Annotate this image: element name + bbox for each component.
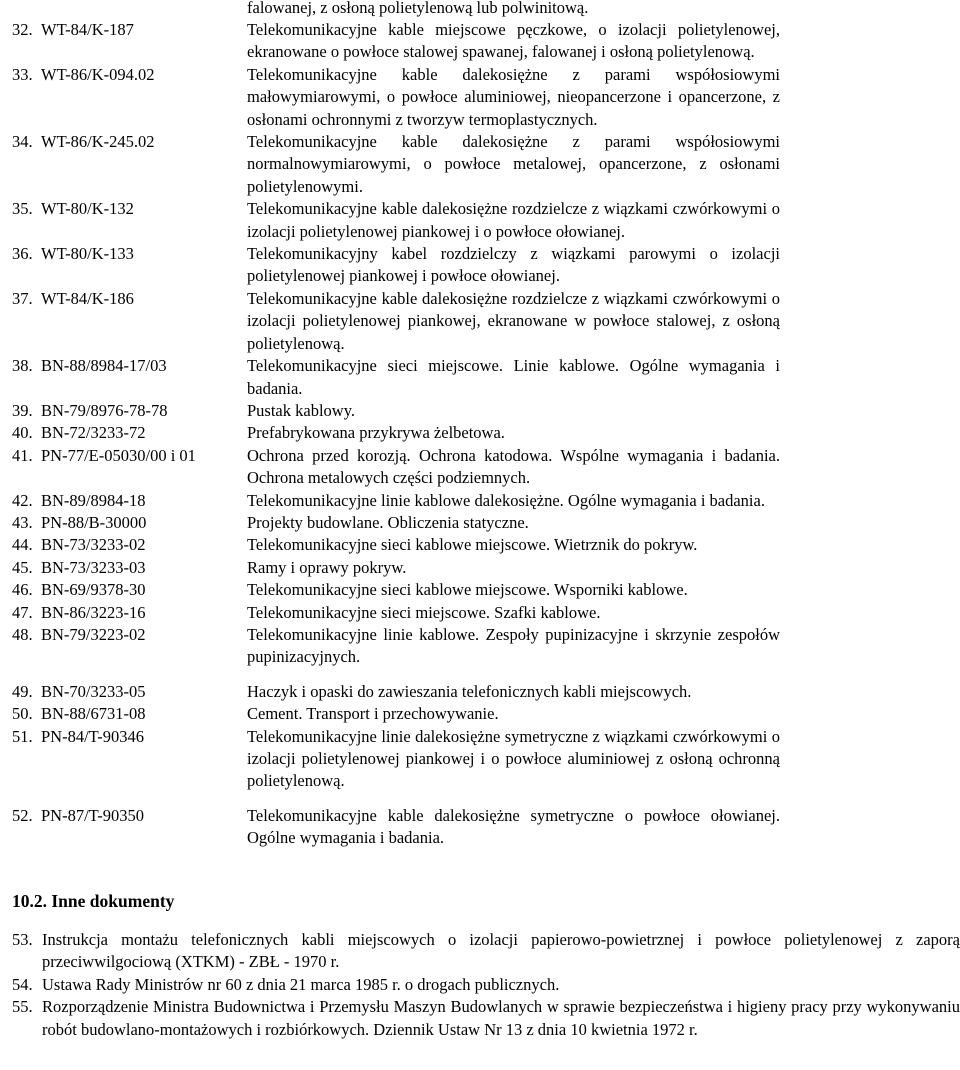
norm-code: WT-80/K-133 (41, 244, 134, 264)
norm-description: Ramy i oprawy pokryw. (247, 557, 407, 577)
norm-number: 43. (12, 512, 33, 532)
norm-number: 50. (12, 704, 33, 724)
norm-description: Cement. Transport i przechowywanie. (247, 704, 499, 724)
norm-item (12, 624, 782, 669)
norm-item (12, 288, 782, 355)
norm-number: 45. (12, 557, 33, 577)
norm-number: 42. (12, 490, 33, 510)
norm-description: Telekomunikacyjne linie kablowe dalekosiężne. Ogólne wymagania i badania. (247, 490, 765, 510)
norm-code: BN-72/3233-72 (41, 423, 146, 443)
norm-number: 38. (12, 356, 33, 376)
norm-description: Telekomunikacyjny kabel rozdzielczy z wiązkami parowymi o izolacji polietylenowej piankowej i powłoce ołowianej. (247, 244, 780, 286)
norm-code: PN-87/T-90350 (41, 805, 144, 825)
norm-description: Telekomunikacyjne linie dalekosiężne symetryczne z wiązkami czwórkowymi o izolacji polietylenowej piankowej i o powłoce aluminiowej z osłoną ochronną polietylenową. (247, 726, 780, 791)
document-item (12, 929, 960, 974)
norm-item (12, 131, 782, 198)
document-text: Rozporządzenie Ministra Budownictwa i Przemysłu Maszyn Budowlanych w sprawie bezpieczeństwa i higieny pracy przy wykonywaniu robót budowlano-montażowych i rozbiórkowych. Dziennik Ustaw Nr 13 z dnia 10 kwietnia 1972 r. (42, 997, 960, 1039)
norm-item (12, 805, 782, 850)
norm-item (12, 422, 782, 444)
norm-code: BN-86/3223-16 (41, 602, 146, 622)
norm-item (12, 355, 782, 400)
norm-code: BN-70/3233-05 (41, 681, 146, 701)
norm-description: Projekty budowlane. Obliczenia statyczne. (247, 512, 529, 532)
norm-number: 34. (12, 132, 33, 152)
norm-item (12, 19, 782, 64)
norm-code: BN-88/8984-17/03 (41, 356, 167, 376)
norm-description: Telekomunikacyjne kable dalekosiężne z parami współosiowymi normalnowymiarowymi, o powłoce metalowej, opancerzone, z osłonami polietylenowymi. (247, 132, 780, 196)
norm-description: Telekomunikacyjne linie kablowe. Zespoły pupinizacyjne i skrzynie zespołów pupinizacyjnych. (247, 624, 780, 667)
norm-description: Telekomunikacyjne kable dalekosiężne symetryczne o powłoce ołowianej. Ogólne wymagania i badania. (247, 805, 780, 848)
norm-description: Telekomunikacyjne kable dalekosiężne rozdzielcze z wiązkami czwórkowymi o izolacji polietylenowej piankowej i o powłoce ołowianej. (247, 199, 780, 241)
norm-description: Telekomunikacyjne sieci kablowe miejscowe. Wsporniki kablowe. (247, 580, 688, 600)
norm-item (12, 512, 782, 534)
norm-code: BN-89/8984-18 (41, 490, 146, 510)
document-text: Instrukcja montażu telefonicznych kabli miejscowych o izolacji papierowo-powietrznej i powłoce polietylenowej z zaporą przeciwwilgociową (XTKM) - ZBŁ - 1970 r. (42, 930, 960, 972)
norm-code: PN-88/B-30000 (41, 512, 147, 532)
norm-code: BN-79/3223-02 (41, 624, 146, 644)
norm-description: Telekomunikacyjne kable dalekosiężne z parami współosiowymi małowymiarowymi, o powłoce aluminiowej, nieopancerzone i opancerzone, z osłonami ochronnymi z tworzyw termoplastycznych. (247, 64, 780, 129)
norm-number: 44. (12, 535, 33, 555)
norm-item (12, 534, 782, 556)
norm-item (12, 400, 782, 422)
norm-code: BN-88/6731-08 (41, 704, 146, 724)
norm-description: Haczyk i opaski do zawieszania telefonicznych kabli miejscowych. (247, 681, 692, 701)
document-number: 54. (12, 974, 33, 994)
norm-number: 41. (12, 445, 33, 465)
norm-number: 48. (12, 624, 33, 644)
documents-list (12, 929, 960, 1041)
norm-item (12, 726, 782, 793)
norm-description: Telekomunikacyjne sieci miejscowe. Linie kablowe. Ogólne wymagania i badania. (247, 356, 780, 398)
norm-number: 37. (12, 288, 33, 308)
spacer (12, 793, 782, 805)
norm-item (12, 490, 782, 512)
norm-number: 51. (12, 726, 33, 746)
norm-number: 32. (12, 20, 33, 39)
norm-code: BN-69/9378-30 (41, 580, 146, 600)
norm-code: PN-77/E-05030/00 i 01 (41, 445, 196, 465)
norm-item (12, 703, 782, 725)
norm-item (12, 243, 782, 288)
norm-item (12, 602, 782, 624)
norm-number: 47. (12, 602, 33, 622)
continuation-text: falowanej, z osłoną polietylenową lub polwinitową. (247, 0, 589, 17)
norm-description: Prefabrykowana przykrywa żelbetowa. (247, 423, 505, 443)
norm-item (12, 198, 782, 243)
norm-item (12, 445, 782, 490)
norm-description: Ochrona przed korozją. Ochrona katodowa. Wspólne wymagania i badania. Ochrona metalowych części podziemnych. (247, 445, 780, 488)
norm-number: 49. (12, 681, 33, 701)
norm-number: 40. (12, 423, 33, 443)
norm-code: WT-80/K-132 (41, 199, 134, 219)
document-item (12, 996, 960, 1041)
norm-number: 33. (12, 64, 33, 84)
document-number: 53. (12, 930, 33, 949)
document-item (12, 974, 960, 996)
norm-code: WT-84/K-186 (41, 288, 134, 308)
norm-item (12, 579, 782, 601)
document-text: Ustawa Rady Ministrów nr 60 z dnia 21 marca 1985 r. o drogach publicznych. (42, 974, 560, 994)
norm-code: PN-84/T-90346 (41, 726, 144, 746)
norm-number: 46. (12, 580, 33, 600)
norm-code: BN-73/3233-03 (41, 557, 146, 577)
spacer (12, 669, 782, 681)
norm-number: 39. (12, 400, 33, 420)
norm-description: Telekomunikacyjne sieci miejscowe. Szafki kablowe. (247, 602, 601, 622)
norm-number: 52. (12, 805, 33, 825)
norm-code: WT-86/K-094.02 (41, 64, 155, 84)
norm-item (12, 681, 782, 703)
norm-description: Telekomunikacyjne sieci kablowe miejscowe. Wietrznik do pokryw. (247, 535, 698, 555)
norms-list (12, 19, 782, 850)
norm-item (12, 557, 782, 579)
norm-number: 35. (12, 199, 33, 219)
norm-code: BN-79/8976-78-78 (41, 400, 168, 420)
norm-code: WT-84/K-187 (41, 20, 134, 39)
document-number: 55. (12, 997, 33, 1017)
norm-code: WT-86/K-245.02 (41, 132, 155, 152)
norm-description: Telekomunikacyjne kable dalekosiężne rozdzielcze z wiązkami czwórkowymi o izolacji polietylenowej piankowej, ekranowane w powłoce stalowej, z osłoną polietylenową. (247, 288, 780, 353)
norm-code: BN-73/3233-02 (41, 535, 146, 555)
norm-number: 36. (12, 244, 33, 264)
section-heading: 10.2. Inne dokumenty (12, 891, 175, 911)
norm-description: Pustak kablowy. (247, 400, 356, 420)
norm-description: Telekomunikacyjne kable miejscowe pęczkowe, o izolacji polietylenowej, ekranowane o powłoce stalowej spawanej, falowanej i osłoną polietylenową. (247, 20, 780, 62)
norm-item (12, 64, 782, 131)
